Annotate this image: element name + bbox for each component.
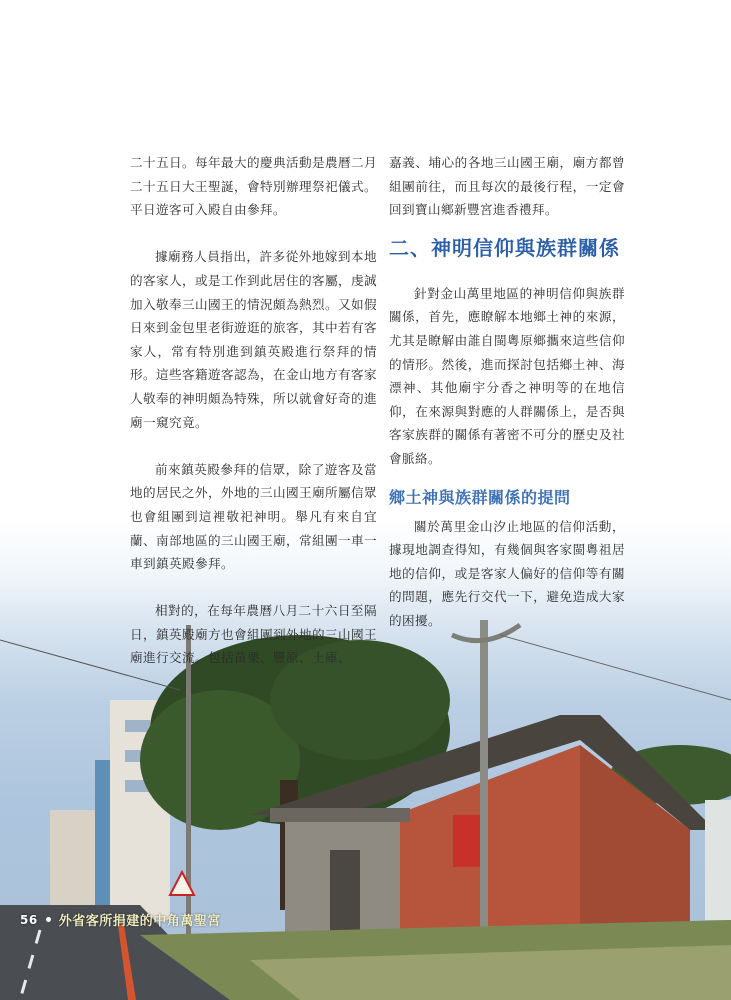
paragraph: 前來鎮英殿參拜的信眾，除了遊客及當地的居民之外，外地的三山國王廟所屬信眾也會組團到這裡敬祀神明。舉凡有來自宜蘭、南部地區的三山國王廟，常組團一車一車到鎮英殿參拜。 bbox=[130, 461, 377, 572]
paragraph: 嘉義、埔心的各地三山國王廟，廟方都曾組團前往，而且每次的最後行程，一定會回到寶山鄉新豐宮進香禮拜。 bbox=[389, 155, 625, 218]
paragraph: 針對金山萬里地區的神明信仰與族群關係，首先，應瞭解本地鄉土神的來源，尤其是瞭解由誰自閩粵原鄉攜來這些信仰的情形。然後，進而探討包括鄉土神、海漂神、其他廟宇分香之神明等的在地信仰，在來源與對應的人群關係上，是否與客家族群的關係有著密不可分的歷史及社會脈絡。 bbox=[389, 285, 625, 466]
distant-building bbox=[50, 810, 95, 920]
red-poster bbox=[453, 815, 483, 867]
paragraph: 關於萬里金山汐止地區的信仰活動，據現地調查得知，有幾個與客家閩粵祖居地的信仰，或是客家人偏好的信仰等有關的問題，應先行交代一下，避免造成大家的困擾。 bbox=[389, 518, 625, 628]
paragraph: 據廟務人員指出，許多從外地嫁到本地的客家人，或是工作到此居住的客屬，虔誠加入敬奉三山國王的情況頗為熱烈。又如假日來到金包里老街遊逛的旅客，其中若有客家人，常有特別進到鎮英殿進行祭拜的情形。這些客籍遊客認為，在金山地方有客家人敬奉的神明頗為特殊，所以就會好奇的進廟一窺究竟。 bbox=[130, 249, 377, 430]
utility-pole bbox=[480, 620, 488, 950]
section-heading: 二、神明信仰與族群關係 bbox=[389, 235, 620, 260]
left-text-column bbox=[130, 151, 377, 694]
bullet-icon bbox=[46, 917, 51, 922]
page-number: 56 bbox=[20, 912, 38, 927]
paragraph: 相對的，在每年農曆八月二十六日至隔日，鎮英殿廟方也會組團到外地的三山國王廟進行交流。包括苗栗、豐原、土庫、 bbox=[130, 603, 377, 666]
page-footer bbox=[20, 910, 221, 929]
right-text-column bbox=[389, 151, 625, 656]
subsection-heading: 鄉土神與族群關係的提問 bbox=[389, 487, 571, 507]
running-title: 外省客所捐建的中角萬聖宮 bbox=[58, 914, 221, 929]
paragraph: 二十五日。每年最大的慶典活動是農曆二月二十五日大王聖誕，會特別辦理祭祀儀式。平日遊客可入殿自由參拜。 bbox=[130, 155, 377, 218]
